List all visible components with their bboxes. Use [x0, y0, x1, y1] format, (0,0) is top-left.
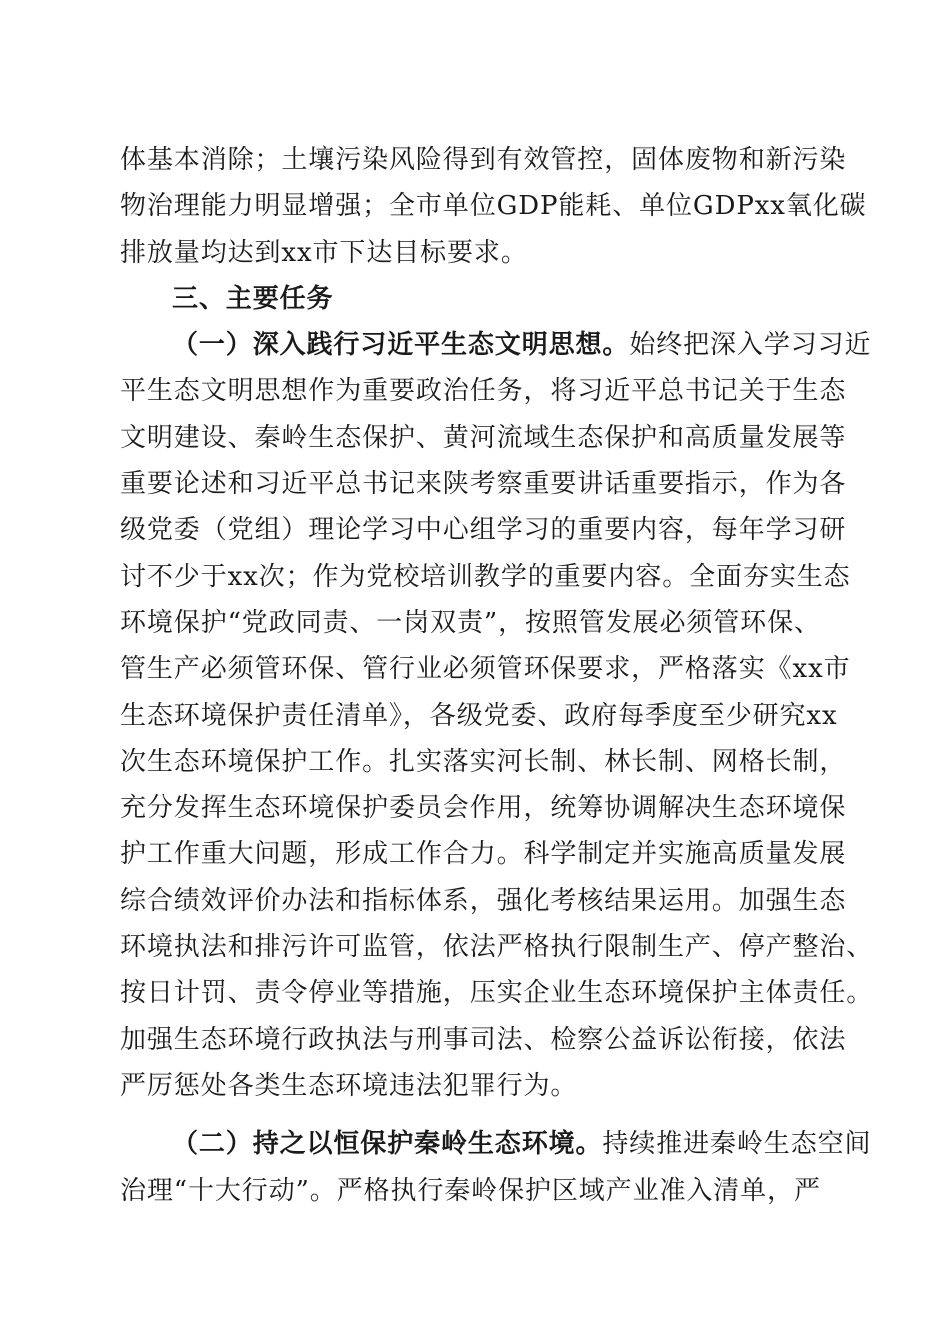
paragraph-1-line: 文明建设、秦岭生态保护、黄河流域生态保护和高质量发展等 — [120, 422, 847, 453]
paragraph-1-first-rest: 始终把深入学习习近 — [629, 330, 872, 361]
paragraph-1-line: 环境执法和排污许可监管，依法严格执行限制生产、停产整治、 — [120, 932, 874, 963]
paragraph-1-line: 环境保护“党政同责、一岗双责”，按照管发展必须管环保、 — [120, 607, 821, 638]
intro-line: 体基本消除；土壤污染风险得到有效管控，固体废物和新污染 — [120, 145, 847, 175]
intro-line: 排放量均达到xx市下达目标要求。 — [120, 237, 528, 268]
paragraph-gap — [120, 1109, 832, 1121]
paragraph-1-line: 次生态环境保护工作。扎实落实河长制、林长制、网格长制， — [120, 746, 847, 777]
paragraph-1-line: 综合绩效评价办法和指标体系，强化考核结果运用。加强生态 — [120, 885, 847, 916]
paragraph-1-first-line — [120, 322, 872, 368]
paragraph-2-first-rest: 持续推进秦岭生态空间 — [602, 1129, 872, 1160]
intro-line: 物治理能力明显增强；全市单位GDP能耗、单位GDPxx氧化碳 — [120, 191, 867, 222]
document-body — [120, 137, 874, 1214]
paragraph-1-line: 按日计罚、责令停业等措施，压实企业生态环境保护主体责任。 — [120, 978, 874, 1009]
section-heading: 三、主要任务 — [172, 283, 334, 314]
paragraph-1-line: 护工作重大问题，形成工作合力。科学制定并实施高质量发展 — [120, 839, 847, 870]
paragraph-1-line: 充分发挥生态环境保护委员会作用，统筹协调解决生态环境保 — [120, 793, 847, 824]
paragraph-1-line: 平生态文明思想作为重要政治任务，将习近平总书记关于生态 — [120, 376, 847, 407]
paragraph-1-line: 重要论述和习近平总书记来陕考察重要讲话重要指示，作为各 — [120, 469, 847, 500]
paragraph-1-line: 讨不少于xx次；作为党校培训教学的重要内容。全面夯实生态 — [120, 561, 851, 592]
paragraph-2-lead: （二）持之以恒保护秦岭生态环境。 — [172, 1129, 603, 1160]
paragraph-1-line: 加强生态环境行政执法与刑事司法、检察公益诉讼衔接，依法 — [120, 1024, 847, 1055]
paragraph-1-line: 级党委（党组）理论学习中心组学习的重要内容，每年学习研 — [120, 515, 847, 546]
paragraph-1-line: 生态环境保护责任清单》，各级党委、政府每季度至少研究xx — [120, 700, 838, 731]
paragraph-2-first-line — [120, 1121, 872, 1167]
paragraph-2-line: 治理“十大行动”。严格执行秦岭保护区域产业准入清单，严 — [120, 1175, 821, 1206]
paragraph-1-line: 管生产必须管环保、管行业必须管环保要求，严格落实《xx市 — [120, 654, 851, 685]
paragraph-1-lead: （一）深入践行习近平生态文明思想。 — [172, 330, 630, 361]
paragraph-1-line: 严厉惩处各类生态环境违法犯罪行为。 — [120, 1070, 578, 1101]
